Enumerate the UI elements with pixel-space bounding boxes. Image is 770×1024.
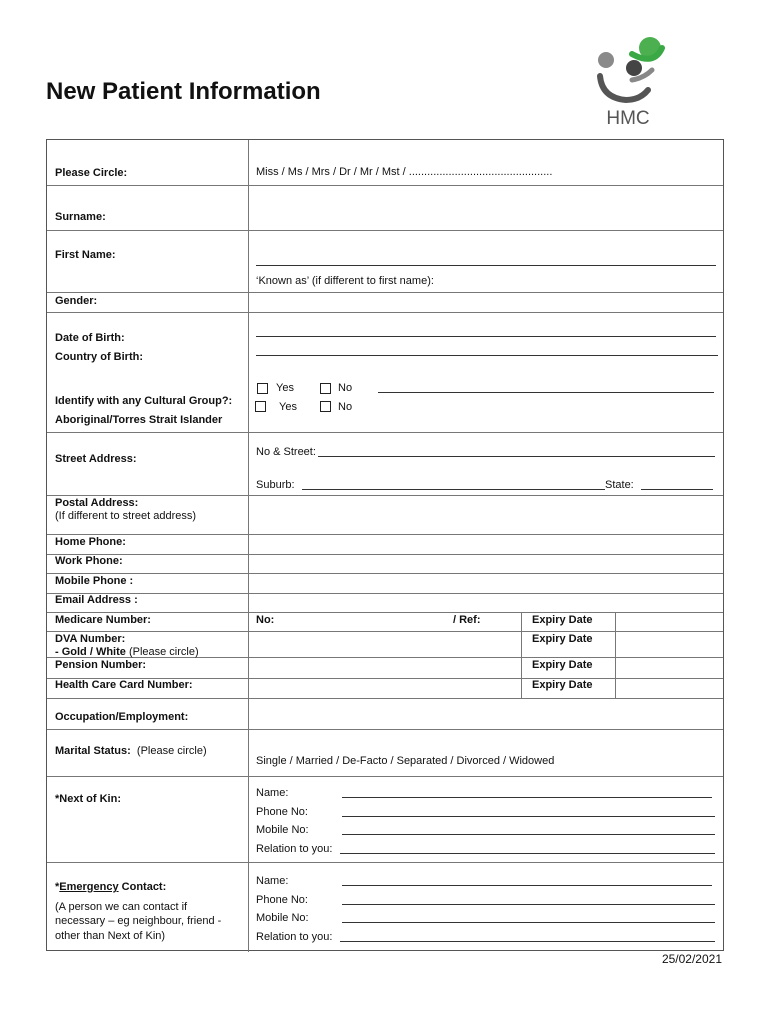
health-card-label: Health Care Card Number: [55, 679, 193, 691]
postal-address-label: Postal Address: [55, 497, 139, 509]
next-of-kin-label: *Next of Kin: [55, 793, 121, 805]
nok-mobile-label: Mobile No: [256, 824, 309, 836]
surname-field[interactable] [250, 187, 722, 229]
logo-text: HMC [606, 108, 650, 129]
gender-label: Gender: [55, 295, 98, 307]
marital-options[interactable]: Single / Married / De-Facto / Separated / Divorced / Widowed [256, 755, 555, 767]
pension-label: Pension Number: [55, 659, 147, 671]
emergency-name-field[interactable] [342, 885, 712, 886]
emergency-name-label: Name: [256, 875, 289, 887]
email-field[interactable] [250, 594, 722, 611]
known-as-label: ‘Known as’ (if different to first name): [256, 275, 434, 287]
cultural-group-field[interactable] [378, 392, 714, 393]
pension-expiry-label: Expiry Date [532, 659, 593, 671]
nok-name-field[interactable] [342, 797, 712, 798]
dob-label: Date of Birth: [55, 332, 125, 344]
dva-card-type[interactable]: - Gold / White [55, 646, 126, 658]
emergency-mobile-field[interactable] [342, 922, 715, 923]
form-date: 25/02/2021 [661, 952, 722, 966]
page-title: New Patient Information [46, 78, 321, 105]
occupation-label: Occupation/Employment: [55, 711, 189, 723]
dva-hint: (Please circle) [128, 646, 199, 658]
nok-phone-field[interactable] [342, 816, 715, 817]
cultural-no-label: No [338, 382, 353, 394]
marital-label: Marital Status: [55, 745, 131, 757]
nok-relation-field[interactable] [340, 853, 715, 854]
work-phone-field[interactable] [250, 555, 722, 572]
state-label: State: [605, 479, 634, 491]
emergency-mobile-label: Mobile No: [256, 912, 309, 924]
no-street-label: No & Street: [256, 446, 316, 458]
aboriginal-yes-checkbox[interactable] [255, 401, 266, 412]
emergency-phone-field[interactable] [342, 904, 715, 905]
occupation-field[interactable] [250, 699, 722, 728]
cultural-yes-label: Yes [276, 382, 294, 394]
aboriginal-no-label: No [338, 401, 353, 413]
please-circle-label: Please Circle: [55, 167, 128, 179]
street-field[interactable] [318, 456, 715, 457]
country-field[interactable] [256, 355, 718, 356]
aboriginal-no-checkbox[interactable] [320, 401, 331, 412]
postal-address-field[interactable] [250, 496, 722, 533]
email-label: Email Address : [55, 594, 138, 606]
state-field[interactable] [641, 489, 713, 490]
gender-field[interactable] [250, 293, 722, 311]
nok-phone-label: Phone No: [256, 806, 308, 818]
home-phone-field[interactable] [250, 535, 722, 553]
street-address-label: Street Address: [55, 453, 137, 465]
emergency-relation-field[interactable] [340, 941, 715, 942]
patient-form [46, 139, 724, 951]
emergency-desc-3: other than Next of Kin) [55, 930, 166, 942]
country-label: Country of Birth: [55, 351, 143, 363]
marital-hint: (Please circle) [136, 745, 207, 757]
home-phone-label: Home Phone: [55, 536, 126, 548]
dob-field[interactable] [256, 336, 716, 337]
mobile-phone-label: Mobile Phone : [55, 575, 134, 587]
column-divider [248, 140, 249, 952]
title-options[interactable]: Miss / Ms / Mrs / Dr / Mr / Mst / ............................................... [256, 166, 553, 178]
emergency-phone-label: Phone No: [256, 894, 308, 906]
medicare-ref-label: / Ref: [453, 614, 481, 626]
dva-expiry-label: Expiry Date [532, 633, 593, 645]
postal-address-hint: (If different to street address) [55, 510, 197, 522]
health-card-expiry-label: Expiry Date [532, 679, 593, 691]
first-name-label: First Name: [55, 249, 116, 261]
nok-relation-label: Relation to you: [256, 843, 333, 855]
aboriginal-label: Aboriginal/Torres Strait Islander [55, 414, 223, 426]
surname-label: Surname: [55, 211, 106, 223]
suburb-field[interactable] [302, 489, 605, 490]
medicare-expiry-label: Expiry Date [532, 614, 593, 626]
dva-label: DVA Number: [55, 633, 126, 645]
cultural-label: Identify with any Cultural Group?: [55, 395, 233, 407]
medicare-label: Medicare Number: [55, 614, 151, 626]
nok-name-label: Name: [256, 787, 289, 799]
aboriginal-yes-label: Yes [279, 401, 297, 413]
cultural-yes-checkbox[interactable] [257, 383, 268, 394]
emergency-desc-2: necessary – eg neighbour, friend - [55, 915, 222, 927]
emergency-contact-label: *Emergency Contact: [55, 881, 167, 893]
first-name-field[interactable] [256, 265, 716, 266]
emergency-relation-label: Relation to you: [256, 931, 333, 943]
suburb-label: Suburb: [256, 479, 295, 491]
medicare-no-label: No: [256, 614, 275, 626]
hmc-logo [592, 36, 672, 132]
mobile-phone-field[interactable] [250, 574, 722, 592]
emergency-desc-1: (A person we can contact if [55, 901, 188, 913]
nok-mobile-field[interactable] [342, 834, 715, 835]
cultural-no-checkbox[interactable] [320, 383, 331, 394]
work-phone-label: Work Phone: [55, 555, 123, 567]
